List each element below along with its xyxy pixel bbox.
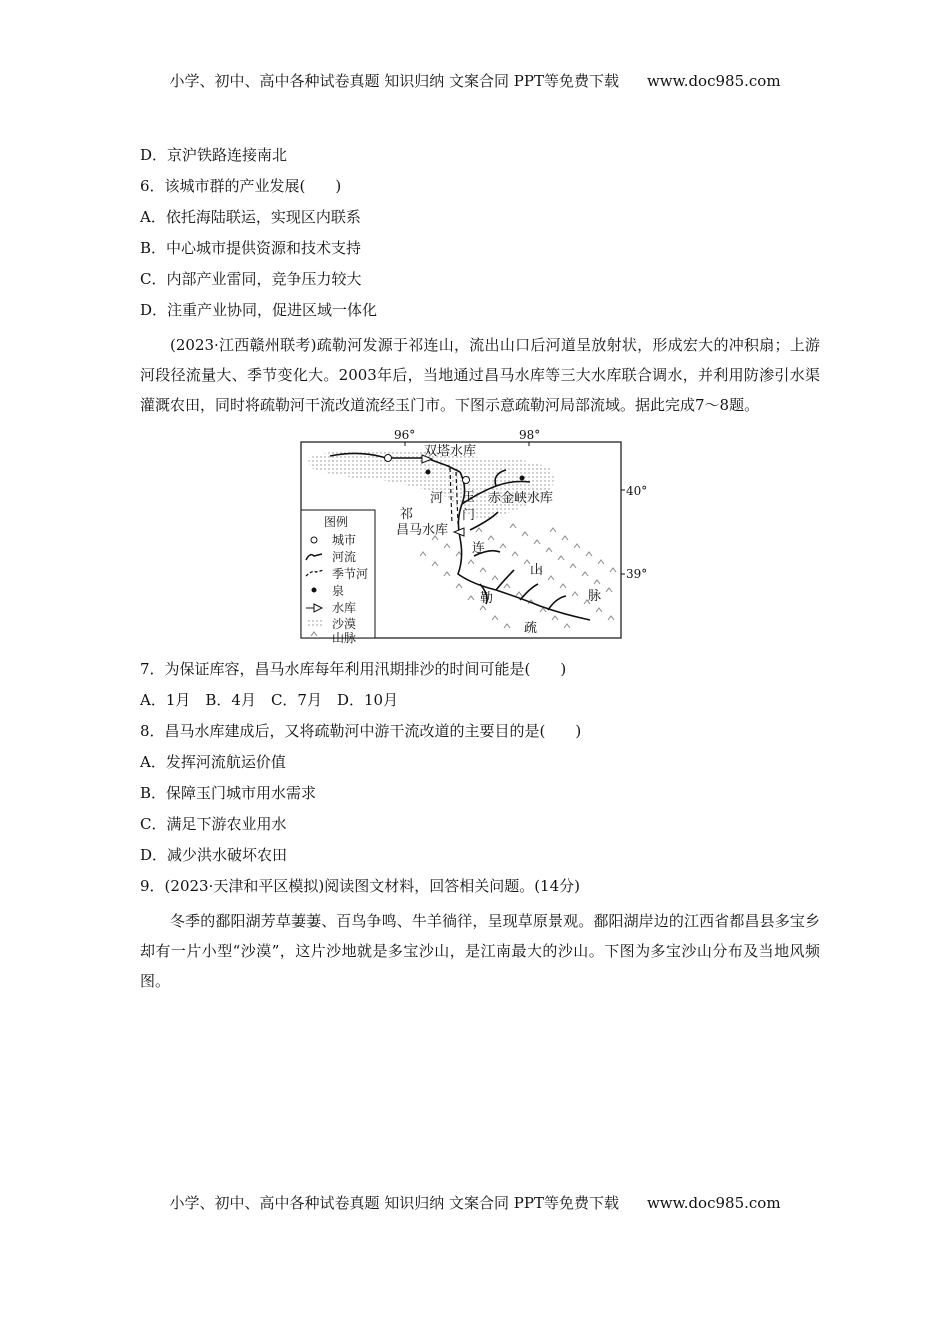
footer-site-link[interactable]: www.doc985.com: [646, 1194, 781, 1212]
q8-option-d: D．减少洪水破坏农田: [140, 846, 288, 864]
qilian-mountains: [420, 524, 616, 628]
label-qi: 祁: [400, 507, 414, 522]
map-legend: [301, 510, 375, 644]
label-shuangta-reservoir: 双塔水库: [424, 444, 477, 459]
q6-option-a: A．依托海陆联运，实现区内联系: [140, 208, 361, 226]
lat-40-label: 40°: [626, 484, 648, 498]
label-le: 勒: [480, 591, 494, 606]
spring-marker: [426, 470, 431, 475]
q8-option-b: B．保障玉门城市用水需求: [140, 784, 317, 802]
legend-spring-icon: [312, 588, 317, 593]
label-changma-reservoir: 昌马水库: [396, 523, 449, 538]
label-lian: 连: [472, 541, 486, 556]
label-mai: 脉: [588, 589, 602, 604]
label-men: 门: [462, 508, 476, 523]
q8-stem: 8．昌马水库建成后，又将疏勒河中游干流改道的主要目的是( ): [140, 722, 582, 740]
footer-text: 小学、初中、高中各种试卷真题 知识归纳 文案合同 PPT等免费下载: [169, 1194, 619, 1212]
q6-option-d: D．注重产业协同，促进区域一体化: [140, 301, 378, 319]
header-text: 小学、初中、高中各种试卷真题 知识归纳 文案合同 PPT等免费下载: [169, 72, 619, 90]
legend-river: 河流: [332, 550, 357, 564]
document-body: [140, 140, 820, 1000]
header-site-link[interactable]: www.doc985.com: [646, 72, 781, 90]
page-footer: [0, 1192, 950, 1213]
legend-spring: 泉: [332, 584, 345, 598]
q8-option-a: A．发挥河流航运价值: [140, 753, 286, 771]
q6-option-c: C．内部产业雷同，竞争压力较大: [140, 270, 362, 288]
page-header: [0, 70, 950, 91]
lon-96-label: 96°: [394, 428, 416, 442]
passage-shule-river: (2023·江西赣州联考)疏勒河发源于祁连山，流出山口后河道呈放射状，形成宏大的冲积扇；上游河段径流量大、季节变化大。2003年后，当地通过昌马水库等三大水库联合调水，并利用防渗引水渠灌溉农田，同时将疏勒河干流改道流经玉门市。下图示意疏勒河局部流域。据此完成7～8题。: [140, 336, 820, 414]
legend-city: 城市: [332, 533, 357, 547]
q7-stem: 7．为保证库容，昌马水库每年利用汛期排沙的时间可能是( ): [140, 660, 567, 678]
legend-desert-icon: [307, 620, 323, 628]
q7-options: A．1月 B．4月 C．7月 D．10月: [140, 691, 399, 709]
legend-seasonal-river: 季节河: [332, 567, 369, 581]
legend-title: 图例: [324, 515, 349, 529]
label-he: 河: [430, 491, 444, 506]
lon-98-label: 98°: [519, 428, 541, 442]
legend-city-icon: [311, 537, 317, 543]
label-yu: 玉: [462, 490, 476, 505]
lat-39-label: 39°: [626, 567, 648, 581]
q6-option-b: B．中心城市提供资源和技术支持: [140, 239, 362, 257]
q5-option-d: D．京沪铁路连接南北: [140, 146, 288, 164]
q6-stem: 6．该城市群的产业发展( ): [140, 177, 342, 195]
legend-mountain: 山脉: [332, 631, 357, 644]
label-shu: 疏: [524, 621, 538, 636]
q9-passage: 冬季的鄱阳湖芳草萋萋、百鸟争鸣、牛羊徜徉，呈现草原景观。鄱阳湖岸边的江西省都昌县多宝乡却有一片小型“沙漠”，这片沙地就是多宝沙山，是江南最大的沙山。下图为多宝沙山分布及当地风频图。: [140, 912, 820, 990]
city-west-marker: [385, 455, 392, 462]
label-shan: 山: [530, 563, 544, 578]
spring-marker-2: [520, 476, 525, 481]
q8-option-c: C．满足下游农业用水: [140, 815, 287, 833]
label-chijinxia-reservoir: 赤金峡水库: [488, 491, 554, 506]
city-yumen-marker: [463, 477, 470, 484]
q9-stem: 9．(2023·天津和平区模拟)阅读图文材料，回答相关问题。(14分): [140, 877, 580, 895]
legend-reservoir: 水库: [332, 601, 357, 615]
legend-desert: 沙漠: [332, 617, 357, 631]
shule-river-map: [300, 428, 660, 644]
